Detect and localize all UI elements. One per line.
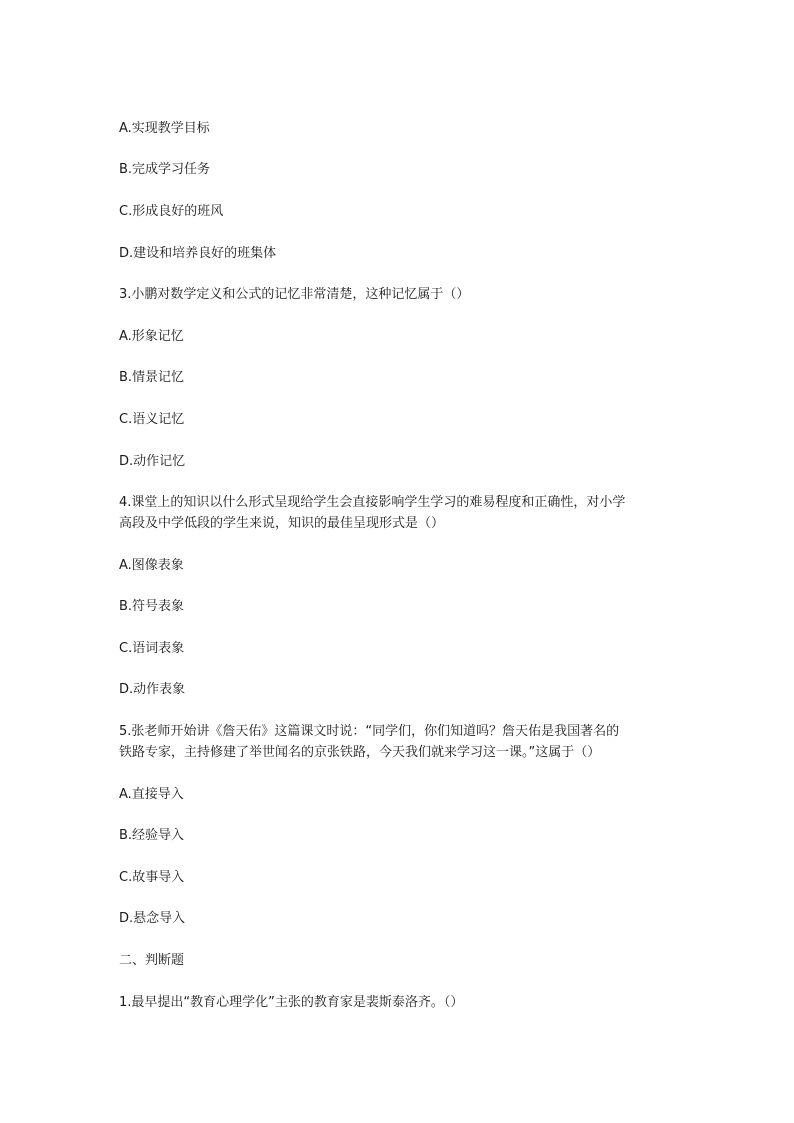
q2-option-d: D.建设和培养良好的班集体: [119, 246, 277, 261]
q3-option-c: C.语义记忆: [119, 412, 185, 427]
q5-option-b: B.经验导入: [119, 828, 185, 843]
q5-option-d: D.悬念导入: [119, 911, 186, 926]
q3-option-d: D.动作记忆: [119, 454, 186, 469]
q2-option-a: A.实现教学目标: [119, 121, 210, 136]
q5-option-c: C.故事导入: [119, 870, 185, 885]
q5-stem-line1: 5.张老师开始讲《詹天佑》这篇课文时说：“同学们，你们知道吗？詹天佑是我国著名的: [119, 724, 620, 739]
q4-option-d: D.动作表象: [119, 682, 186, 697]
q4-stem-line1: 4.课堂上的知识以什么形式呈现给学生会直接影响学生学习的难易程度和正确性，对小学: [119, 495, 626, 510]
q4-option-b: B.符号表象: [119, 599, 185, 614]
q3-option-a: A.形象记忆: [119, 329, 184, 344]
q2-option-b: B.完成学习任务: [119, 162, 211, 177]
q4-option-a: A.图像表象: [119, 558, 184, 573]
q5-option-a: A.直接导入: [119, 787, 184, 802]
section2-q1: 1.最早提出“教育心理学化”主张的教育家是裴斯泰洛齐。（）: [119, 995, 464, 1010]
q2-option-c: C.形成良好的班风: [119, 204, 224, 219]
q4-stem-line2: 高段及中学低段的学生来说，知识的最佳呈现形式是（）: [119, 516, 445, 531]
q3-stem: 3.小鹏对数学定义和公式的记忆非常清楚，这种记忆属于（）: [119, 287, 470, 302]
q4-option-c: C.语词表象: [119, 641, 185, 656]
section2-title: 二、判断题: [119, 953, 185, 968]
q3-option-b: B.情景记忆: [119, 370, 185, 385]
q5-stem-line2: 铁路专家，主持修建了举世闻名的京张铁路，今天我们就来学习这一课。”这属于（）: [119, 745, 601, 760]
